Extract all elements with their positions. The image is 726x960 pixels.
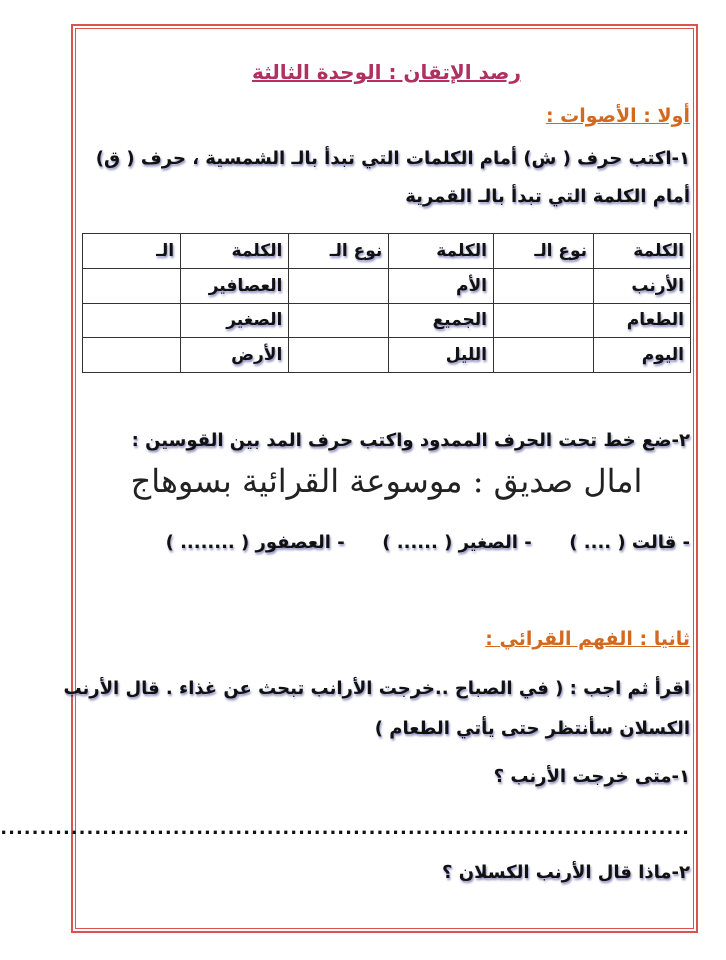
answer-cell[interactable] xyxy=(83,268,181,303)
comprehension-question-2: ٢-ماذا قال الأرنب الكسلان ؟ xyxy=(442,862,690,883)
section-comprehension-heading: ثانيا : الفهم القرائي : xyxy=(485,628,690,650)
word-cell: الأرض xyxy=(181,338,289,373)
question-2: ٢-ضع خط تحت الحرف الممدود واكتب حرف المد بين القوسين : xyxy=(131,430,690,451)
question-1-line-1: ١-اكتب حرف ( ش) أمام الكلمات التي تبدأ بالـ الشمسية ، حرف ( ق) xyxy=(95,148,690,169)
header-cell: نوع الـ xyxy=(289,234,389,269)
word-cell: الطعام xyxy=(593,303,690,338)
word-cell: العصافير xyxy=(181,268,289,303)
table-row xyxy=(83,303,691,338)
question-1-line-2: أمام الكلمة التي تبدأ بالـ القمرية xyxy=(405,186,690,207)
word-cell: الأم xyxy=(389,268,494,303)
passage-line-2: الكسلان سأنتظر حتى يأتي الطعام ) xyxy=(374,718,690,739)
words-table xyxy=(82,233,691,373)
question-2-items: - قالت ( .... ) - الصغير ( ...... ) - العصفور ( ........ ) xyxy=(165,532,690,553)
answer-cell[interactable] xyxy=(493,338,593,373)
answer-cell[interactable] xyxy=(493,268,593,303)
answer-cell[interactable] xyxy=(289,338,389,373)
header-cell: الكلمة xyxy=(181,234,289,269)
word-cell: الأرنب xyxy=(593,268,690,303)
word-cell: اليوم xyxy=(593,338,690,373)
header-cell: الكلمة xyxy=(389,234,494,269)
answer-cell[interactable] xyxy=(83,338,181,373)
word-cell: الجميع xyxy=(389,303,494,338)
header-cell: نوع الـ xyxy=(493,234,593,269)
author-watermark: امال صديق : موسوعة القرائية بسوهاج xyxy=(130,462,643,500)
word-cell: الصغير xyxy=(181,303,289,338)
comprehension-question-1: ١-متى خرجت الأرنب ؟ xyxy=(493,766,690,787)
table-header-row xyxy=(83,234,691,269)
answer-cell[interactable] xyxy=(83,303,181,338)
table-row xyxy=(83,338,691,373)
worksheet-title: رصد الإتقان : الوحدة الثالثة xyxy=(252,60,521,84)
answer-line[interactable]: ........................................................................................ xyxy=(0,818,690,839)
answer-cell[interactable] xyxy=(289,268,389,303)
answer-cell[interactable] xyxy=(289,303,389,338)
section-sounds-heading: أولا : الأصوات : xyxy=(545,105,690,127)
answer-cell[interactable] xyxy=(493,303,593,338)
header-cell: الكلمة xyxy=(593,234,690,269)
word-cell: الليل xyxy=(389,338,494,373)
table-row xyxy=(83,268,691,303)
header-cell: الـ xyxy=(83,234,181,269)
passage-line-1: اقرأ ثم اجب : ( في الصباح ..خرجت الأرانب تبحث عن غذاء . قال الأرنب xyxy=(63,678,690,699)
